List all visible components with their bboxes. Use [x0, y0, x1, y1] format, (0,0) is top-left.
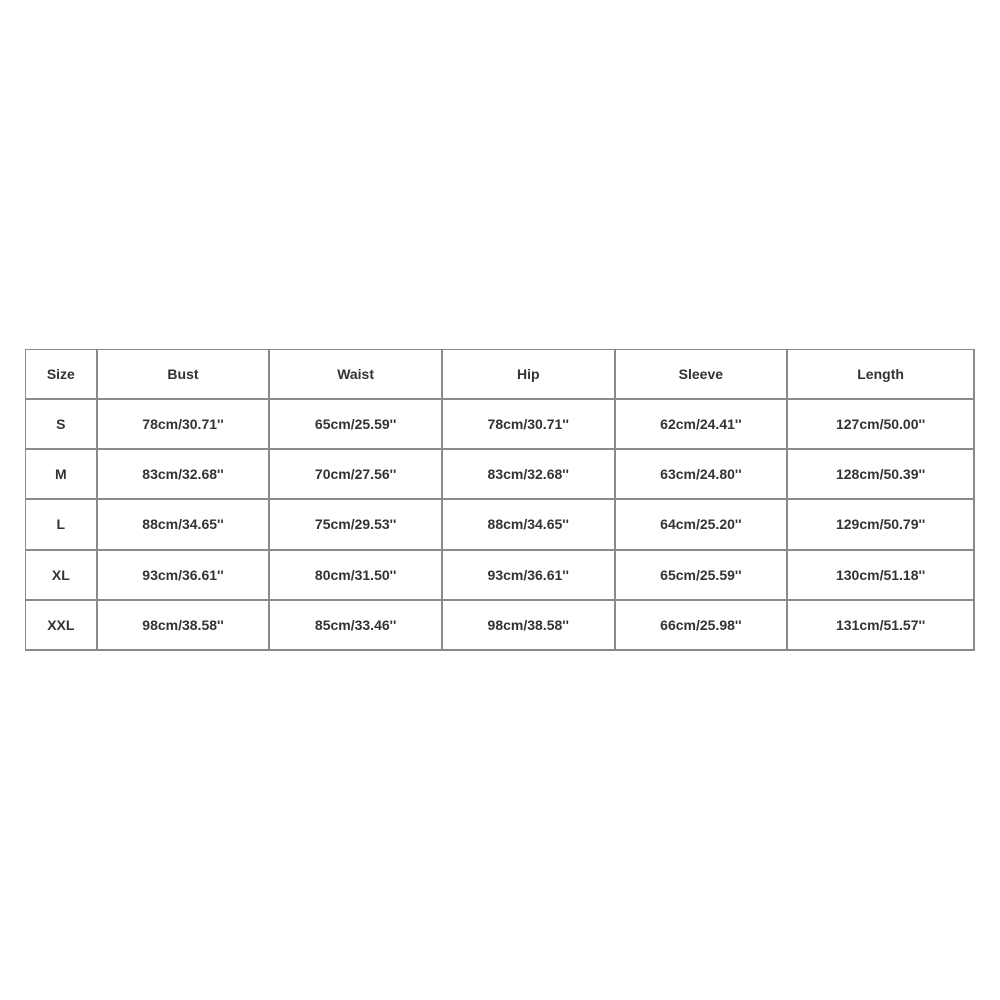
length-cell: 129cm/50.79'' — [788, 500, 975, 550]
sleeve-cell: 66cm/25.98'' — [616, 601, 789, 651]
size-cell: XL — [26, 551, 98, 601]
table-row — [26, 551, 975, 601]
bust-cell: 93cm/36.61'' — [98, 551, 271, 601]
table-row — [26, 500, 975, 550]
header-waist: Waist — [270, 350, 443, 400]
waist-cell: 85cm/33.46'' — [270, 601, 443, 651]
header-length: Length — [788, 350, 975, 400]
sleeve-cell: 62cm/24.41'' — [616, 400, 789, 450]
header-row — [26, 350, 975, 400]
hip-cell: 93cm/36.61'' — [443, 551, 616, 601]
size-chart-table — [25, 349, 975, 651]
size-cell: S — [26, 400, 98, 450]
header-bust: Bust — [98, 350, 271, 400]
size-cell: M — [26, 450, 98, 500]
size-chart-body — [26, 400, 975, 651]
hip-cell: 78cm/30.71'' — [443, 400, 616, 450]
sleeve-cell: 64cm/25.20'' — [616, 500, 789, 550]
hip-cell: 98cm/38.58'' — [443, 601, 616, 651]
bust-cell: 78cm/30.71'' — [98, 400, 271, 450]
sleeve-cell: 65cm/25.59'' — [616, 551, 789, 601]
table-row — [26, 400, 975, 450]
length-cell: 127cm/50.00'' — [788, 400, 975, 450]
bust-cell: 88cm/34.65'' — [98, 500, 271, 550]
size-chart-header — [26, 350, 975, 400]
length-cell: 128cm/50.39'' — [788, 450, 975, 500]
length-cell: 131cm/51.57'' — [788, 601, 975, 651]
waist-cell: 70cm/27.56'' — [270, 450, 443, 500]
waist-cell: 65cm/25.59'' — [270, 400, 443, 450]
waist-cell: 80cm/31.50'' — [270, 551, 443, 601]
table-row — [26, 601, 975, 651]
hip-cell: 83cm/32.68'' — [443, 450, 616, 500]
size-cell: L — [26, 500, 98, 550]
hip-cell: 88cm/34.65'' — [443, 500, 616, 550]
header-hip: Hip — [443, 350, 616, 400]
bust-cell: 98cm/38.58'' — [98, 601, 271, 651]
bust-cell: 83cm/32.68'' — [98, 450, 271, 500]
size-cell: XXL — [26, 601, 98, 651]
header-sleeve: Sleeve — [616, 350, 789, 400]
table-row — [26, 450, 975, 500]
header-size: Size — [26, 350, 98, 400]
waist-cell: 75cm/29.53'' — [270, 500, 443, 550]
sleeve-cell: 63cm/24.80'' — [616, 450, 789, 500]
length-cell: 130cm/51.18'' — [788, 551, 975, 601]
